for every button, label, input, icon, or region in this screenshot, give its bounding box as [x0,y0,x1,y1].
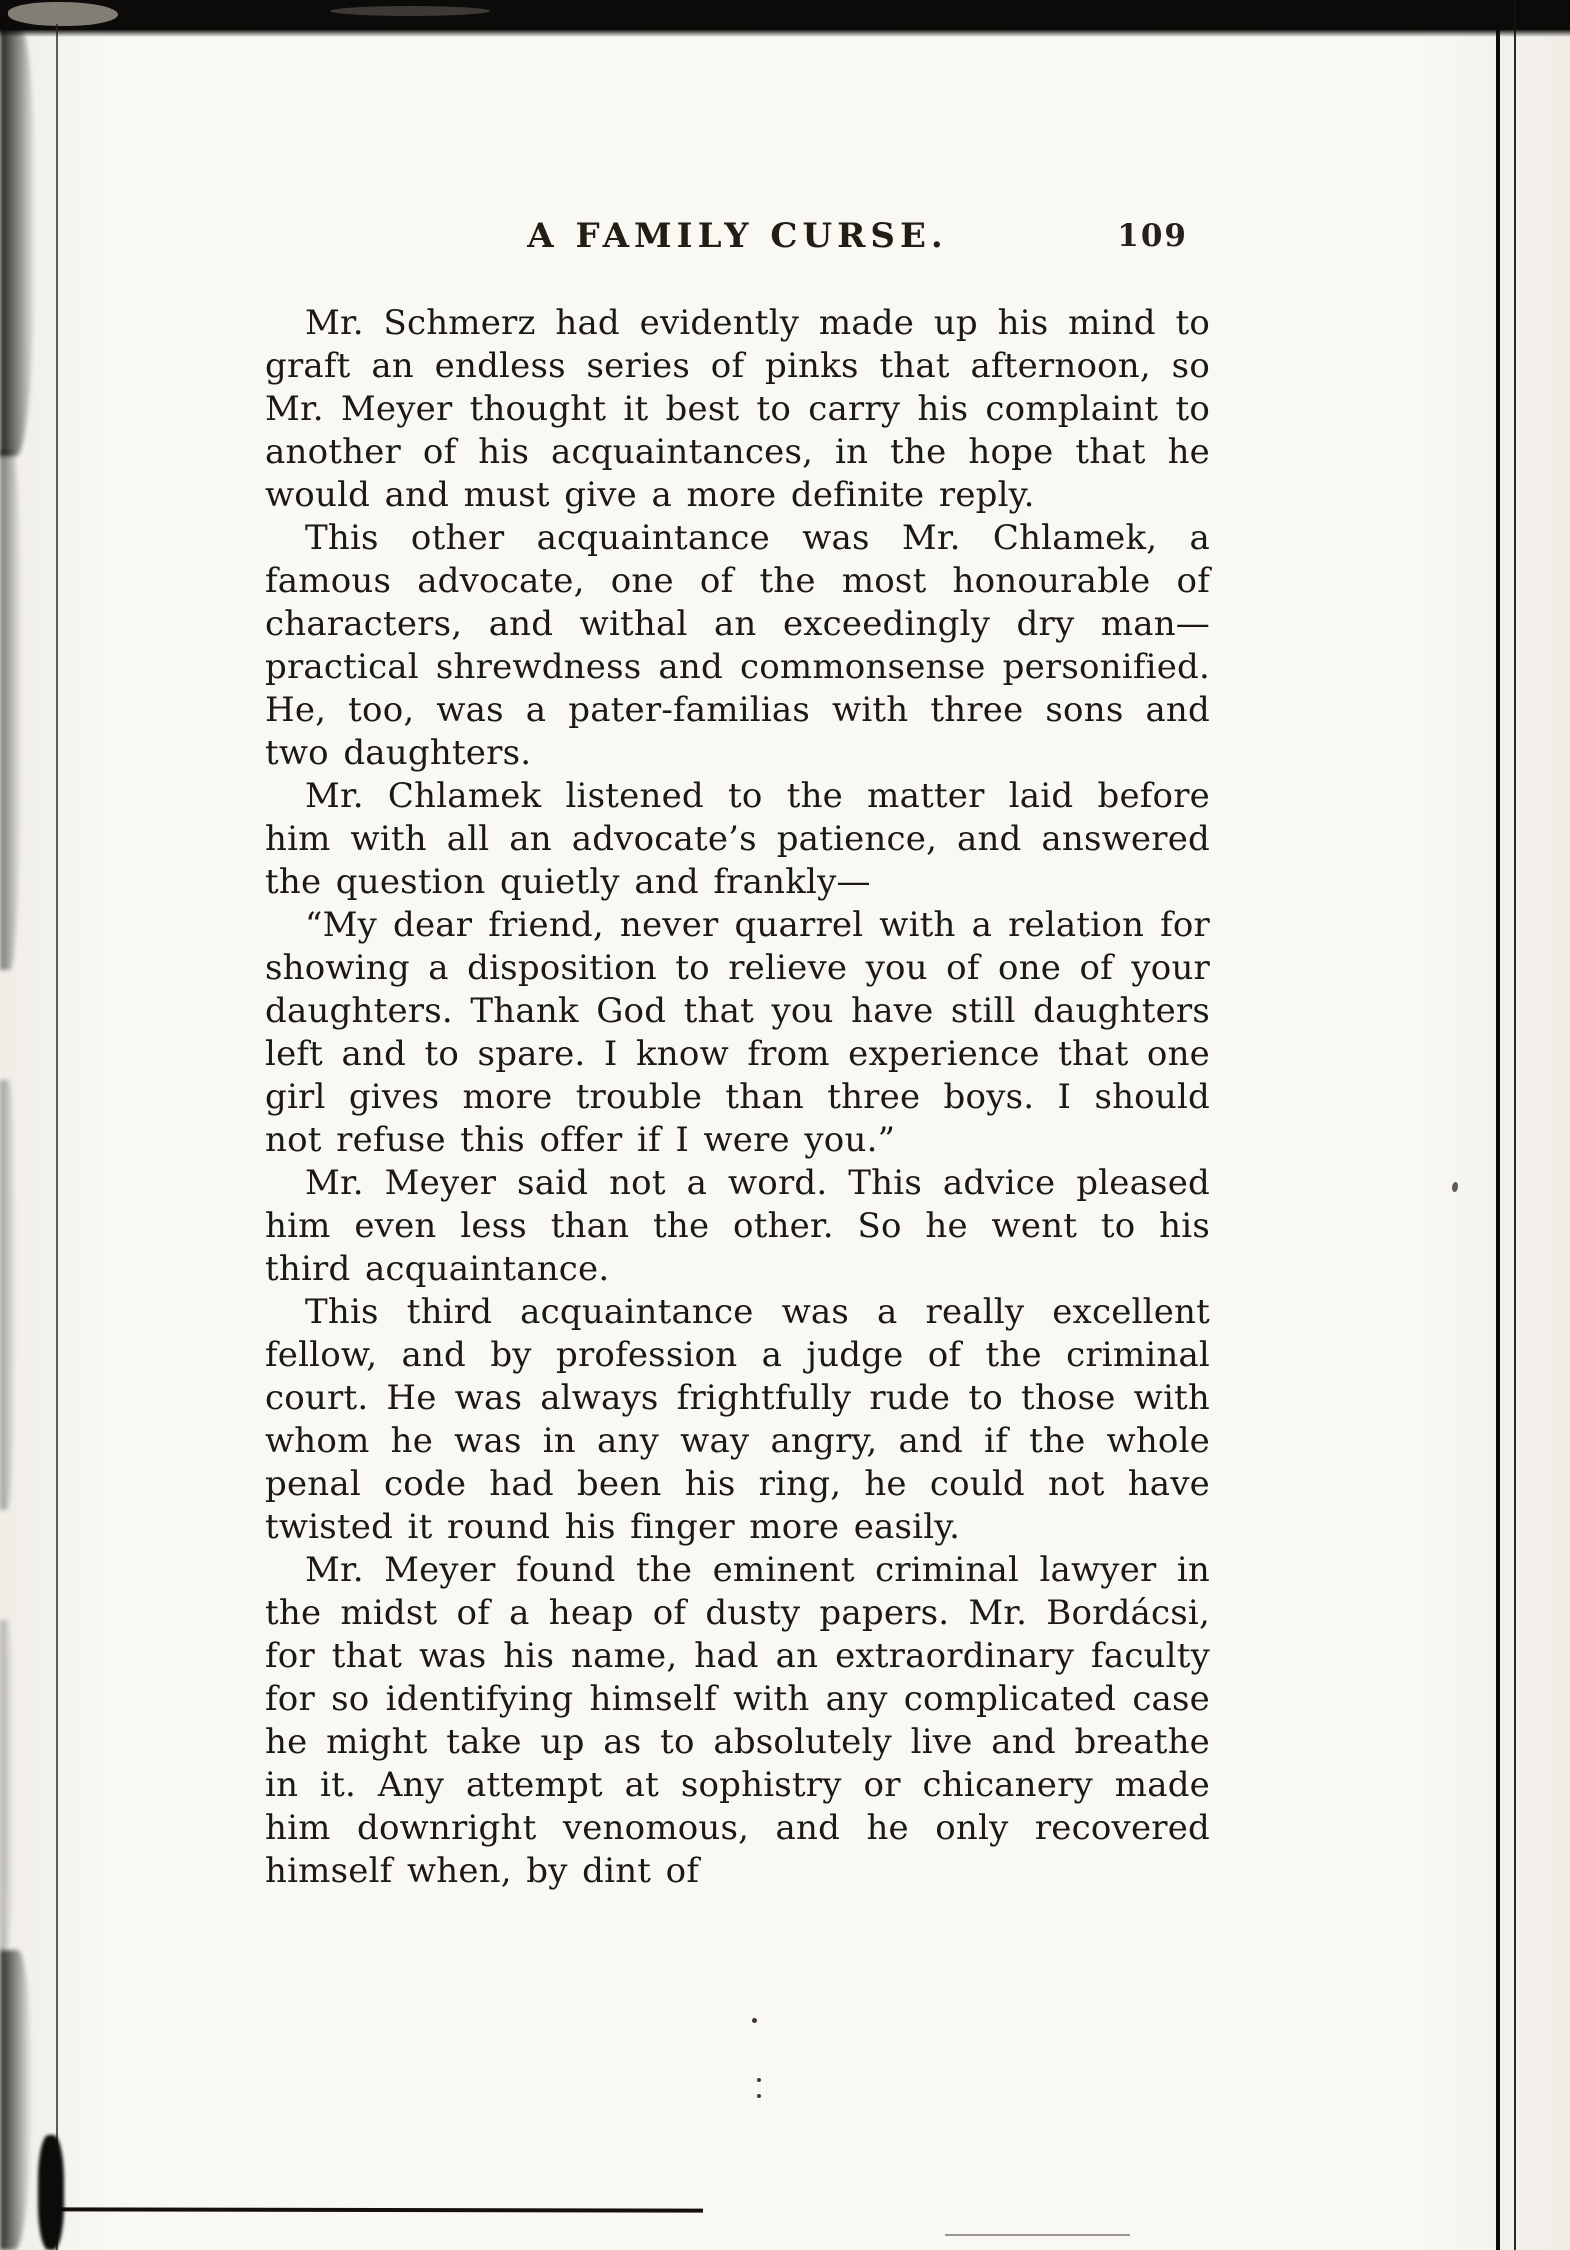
page-number: 109 [1117,218,1188,254]
page-edge-rule-left [56,24,58,2250]
paragraph-3: Mr. Chlamek listened to the matter laid before him with all an advocate’s patience, and answered the question quietly and frankly— [265,776,1210,902]
paragraph-1: Mr. Schmerz had evidently made up his mind to graft an endless series of pinks that afternoon, so Mr. Meyer thought it best to carry his complaint to another of his acquaintances, in the hope that he would and must give a more definite reply. [265,303,1210,515]
scan-artifact-top-edge [0,0,1570,30]
scan-artifact-gray-patch [8,2,118,26]
page-content [265,216,1210,1893]
paragraph-4: “My dear friend, never quarrel with a relation for showing a disposition to relieve you of one of your daughters. Thank God that you have still daughters left and to spare. I know from experience that one girl gives more trouble than three boys. I should not refuse this offer if I were you.” [265,905,1210,1160]
scan-artifact-bottom-right-line [945,2234,1130,2236]
scan-artifact-left-streak [0,450,22,970]
scan-artifact-left-streak [0,1950,32,2250]
paragraph-6: This third acquaintance was a really excellent fellow, and by profession a judge of the criminal court. He was always frightfully rude to those with whom he was in any way angry, and if the whole penal code had been his ring, he could not have twisted it round his finger more easily. [265,1292,1210,1547]
scan-artifact-left-streak [0,1620,14,1950]
scan-artifact-bottom-line [58,2207,703,2212]
body-text [265,302,1210,1893]
dust-speck [1452,1182,1458,1192]
dust-speck [757,2094,761,2098]
dust-speck [757,2078,761,2082]
scan-artifact-gray-smear [330,6,490,16]
scan-artifact-left-streak [0,26,36,456]
scan-artifact-bottom-blob [38,2135,64,2250]
paragraph-7: Mr. Meyer found the eminent criminal lawyer in the midst of a heap of dusty papers. Mr. Bordácsi, for that was his name, had an extraordinary faculty for so identifying himself with any complicated case he might take up as to absolutely live and breathe in it. Any attempt at sophistry or chicanery made him downright venomous, and he only recovered himself when, by dint of [265,1550,1210,1891]
dust-speck [752,2018,757,2023]
running-title: A FAMILY CURSE. [527,216,948,256]
scan-artifact-top-ragged-edge [0,30,1570,37]
scan-artifact-left-streak [0,1080,16,1510]
page-edge-rule-right-outer [1496,0,1500,2250]
page-header [265,216,1210,262]
page-edge-rule-right-inner [1514,0,1516,2250]
paragraph-2: This other acquaintance was Mr. Chlamek, a famous advocate, one of the most honourable of characters, and withal an exceedingly dry man—practical shrewdness and commonsense personified. He, too, was a pater-familias with three sons and two daughters. [265,518,1210,773]
paragraph-5: Mr. Meyer said not a word. This advice pleased him even less than the other. So he went to his third acquaintance. [265,1163,1210,1289]
